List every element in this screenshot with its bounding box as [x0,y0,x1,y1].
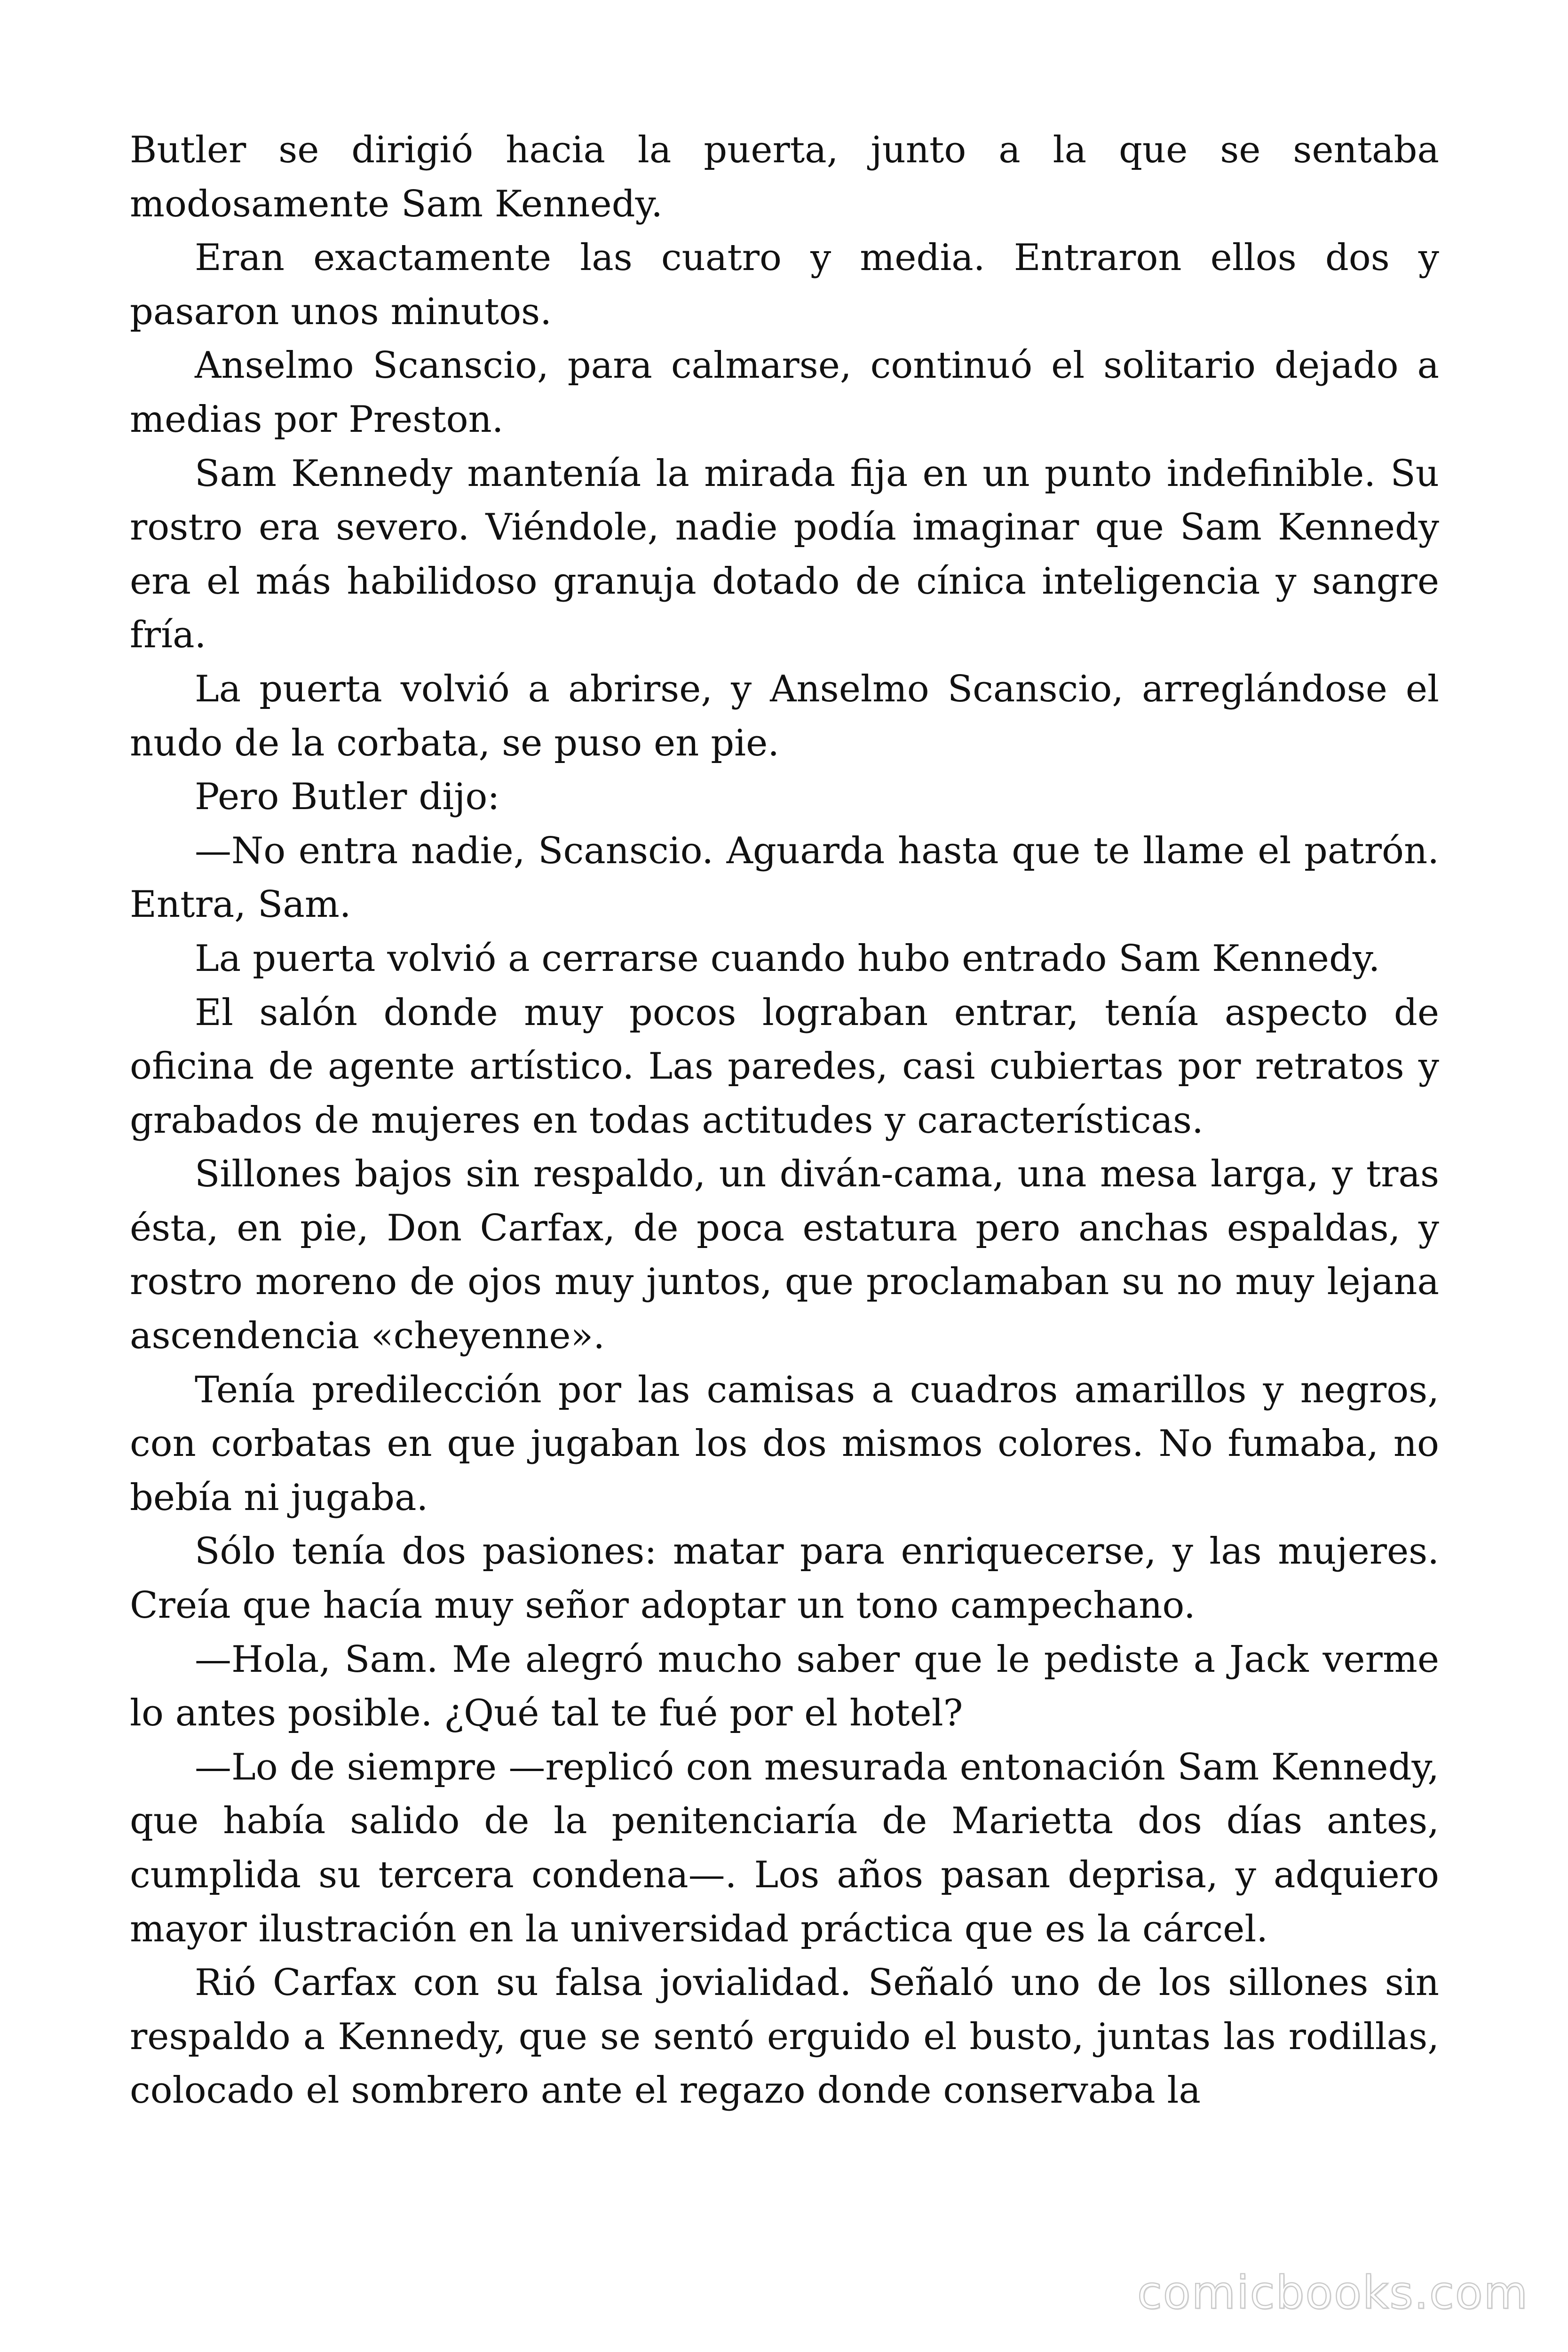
paragraph-13: —Hola, Sam. Me alegró mucho saber que le pediste a Jack verme lo antes posible. ¿Qué tal te fué por el hotel? [130,1638,1439,1735]
paragraph-11: Tenía predilección por las camisas a cuadros amarillos y negros, con corbatas en que jugaban los dos mismos colores. No fumaba, no bebía ni jugaba. [130,1368,1439,1519]
paragraph-7: —No entra nadie, Scanscio. Aguarda hasta que te llame el patrón. Entra, Sam. [130,829,1439,926]
paragraph-3: Anselmo Scanscio, para calmarse, continuó el solitario dejado a medias por Preston. [130,344,1439,441]
paragraph-10: Sillones bajos sin respaldo, un diván-cama, una mesa larga, y tras ésta, en pie, Don Carfax, de poca estatura pero anchas espaldas, y rostro moreno de ojos muy juntos, que proclamaban su no muy lejana ascendencia «cheyenne». [130,1153,1439,1358]
paragraph-15: Rió Carfax con su falsa jovialidad. Señaló uno de los sillones sin respaldo a Kennedy, que se sentó erguido el busto, juntas las rodillas, colocado el sombrero ante el regazo donde conservaba la [130,1962,1439,2112]
paragraph-2: Eran exactamente las cuatro y media. Entraron ellos dos y pasaron unos minutos. [130,237,1439,333]
paragraph-1: Butler se dirigió hacia la puerta, junto a la que se sentaba modosamente Sam Kennedy. [130,129,1439,225]
paragraph-14: —Lo de siempre —replicó con mesurada entonación Sam Kennedy, que había salido de la penitenciaría de Marietta dos días antes, cumplida su tercera condena—. Los años pasan deprisa, y adquiero mayor ilustración en la universidad práctica que es la cárcel. [130,1746,1439,1950]
watermark: comicbooks.com [1137,2266,1528,2319]
paragraph-8: La puerta volvió a cerrarse cuando hubo entrado Sam Kennedy. [195,937,1380,980]
paragraph-9: El salón donde muy pocos lograban entrar, tenía aspecto de oficina de agente artístico. Las paredes, casi cubiertas por retratos y grabados de mujeres en todas actitudes y características. [130,991,1439,1142]
paragraph-4: Sam Kennedy mantenía la mirada fija en un punto indefinible. Su rostro era severo. Viéndole, nadie podía imaginar que Sam Kennedy era el más habilidoso granuja dotado de cínica inteligencia y sangre fría. [130,452,1439,657]
paragraph-6: Pero Butler dijo: [195,776,500,818]
paragraph-12: Sólo tenía dos pasiones: matar para enriquecerse, y las mujeres. Creía que hacía muy señor adoptar un tono campechano. [130,1530,1439,1627]
paragraph-5: La puerta volvió a abrirse, y Anselmo Scanscio, arreglándose el nudo de la corbata, se puso en pie. [130,667,1439,764]
book-page-text [130,123,1439,2118]
